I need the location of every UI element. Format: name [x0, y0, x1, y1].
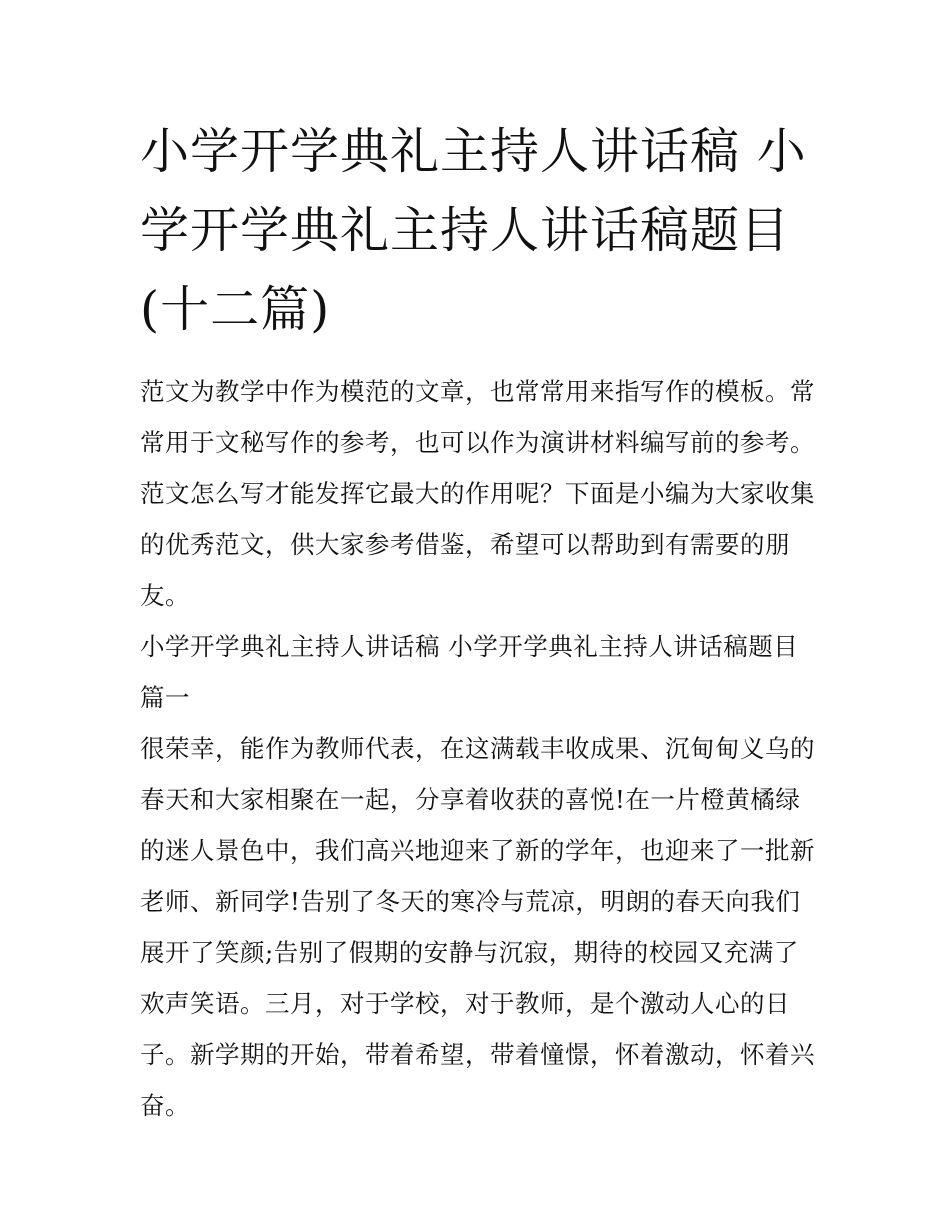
title-line: (十二篇) — [140, 281, 331, 338]
body-line: 的迷人景色中，我们高兴地迎来了新的学年，也迎来了一批新 — [140, 836, 815, 865]
body-line: 很荣幸，能作为教师代表，在这满载丰收成果、沉甸甸义乌的 — [140, 734, 815, 763]
title-line: 学开学典礼主持人讲话稿题目 — [140, 202, 791, 259]
body-line: 欢声笑语。三月，对于学校，对于教师，是个激动人心的日 — [140, 989, 790, 1018]
document-title — [140, 112, 812, 349]
body-line: 奋。 — [140, 1091, 190, 1120]
intro-paragraph — [140, 366, 815, 621]
body-paragraph — [140, 723, 815, 1131]
body-line: 子。新学期的开始，带着希望，带着憧憬，怀着激动，怀着兴 — [140, 1040, 815, 1069]
body-line: 老师、新同学!告别了冬天的寒冷与荒凉，明朗的春天向我们 — [140, 887, 801, 916]
section-heading — [140, 621, 812, 723]
section-heading-line: 小学开学典礼主持人讲话稿 小学开学典礼主持人讲话稿题目 — [140, 632, 799, 661]
section-heading-line: 篇一 — [140, 683, 190, 712]
body-line: 春天和大家相聚在一起，分享着收获的喜悦!在一片橙黄橘绿 — [140, 785, 801, 814]
intro-line: 范文为教学中作为模范的文章，也常常用来指写作的模板。常 — [140, 377, 815, 406]
body-line: 展开了笑颜;告别了假期的安静与沉寂，期待的校园又充满了 — [140, 938, 799, 967]
intro-line: 范文怎么写才能发挥它最大的作用呢？下面是小编为大家收集 — [140, 479, 815, 508]
intro-line: 的优秀范文，供大家参考借鉴，希望可以帮助到有需要的朋 — [140, 530, 790, 559]
document-page — [140, 112, 815, 1131]
intro-line: 友。 — [140, 581, 190, 610]
intro-line: 常用于文秘写作的参考，也可以作为演讲材料编写前的参考。 — [140, 428, 815, 457]
title-line: 小学开学典礼主持人讲话稿 小 — [140, 123, 807, 180]
